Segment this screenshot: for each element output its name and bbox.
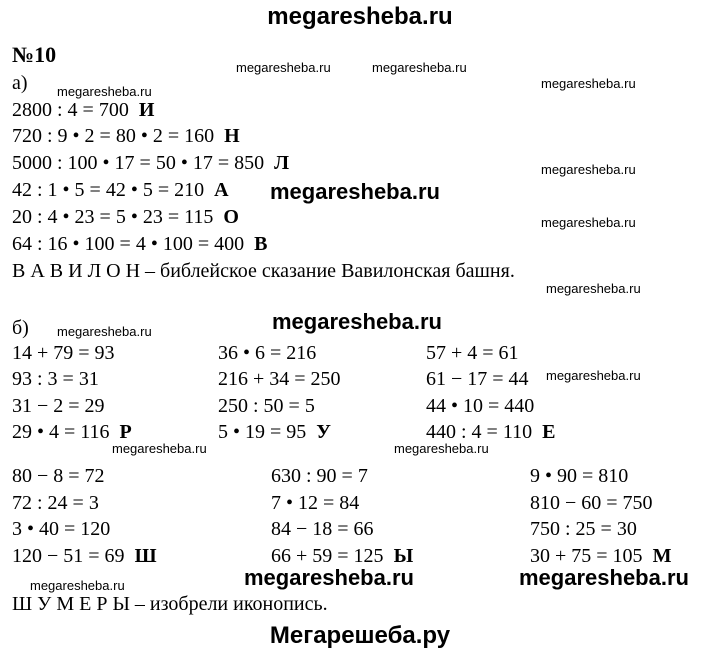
part-b-line: 250 : 50 = 5 [218,395,315,417]
answer-letter: Р [119,421,132,443]
part-b-line: 7 • 12 = 84 [271,492,360,514]
part-b-answer: Ш У М Е Р Ы – изобрели иконопись. [12,593,328,615]
answer-letter: М [652,545,672,567]
part-b-line: 66 + 59 = 125 Ы [271,545,414,567]
watermark-small: megaresheba.ru [112,441,207,456]
answer-letter: И [138,99,155,121]
watermark-small: megaresheba.ru [57,84,152,99]
part-b-line: 93 : 3 = 31 [12,368,99,390]
answer-letter: В [254,233,268,255]
part-a-answer: В А В И Л О Н – библейское сказание Вавилонская башня. [12,260,515,282]
part-a-line: 42 : 1 • 5 = 42 • 5 = 210 А [12,179,229,201]
part-b-line: 61 − 17 = 44 [426,368,529,390]
watermark-small: megaresheba.ru [541,215,636,230]
answer-letter: Е [542,421,556,443]
part-b-line: 30 + 75 = 105 М [530,545,672,567]
answer-letter: Ш [134,545,157,567]
watermark-large: megaresheba.ru [519,565,689,590]
footer-site-name: Мегарешеба.ру [269,622,451,649]
part-b-line: 216 + 34 = 250 [218,368,341,390]
part-b-line: 120 − 51 = 69 Ш [12,545,157,567]
task-number: №10 [12,42,57,67]
part-b-line: 9 • 90 = 810 [530,465,629,487]
part-b-line: 3 • 40 = 120 [12,518,111,540]
part-b-line: 810 − 60 = 750 [530,492,653,514]
part-a-line: 720 : 9 • 2 = 80 • 2 = 160 Н [12,125,240,147]
watermark-large: megaresheba.ru [272,309,442,334]
part-b-line: 29 • 4 = 116 Р [12,421,132,443]
answer-letter: Л [274,152,290,174]
watermark-large: megaresheba.ru [270,179,440,204]
part-b-line: 84 − 18 = 66 [271,518,374,540]
part-a-line: 64 : 16 • 100 = 4 • 100 = 400 В [12,233,268,255]
part-b-line: 440 : 4 = 110 Е [426,421,556,443]
part-b-line: 57 + 4 = 61 [426,342,519,364]
part-b-line: 36 • 6 = 216 [218,342,317,364]
part-b-label: б) [12,317,29,339]
watermark-small: megaresheba.ru [546,368,641,383]
watermark-small: megaresheba.ru [394,441,489,456]
watermark-small: megaresheba.ru [546,281,641,296]
answer-letter: А [214,179,229,201]
watermark-small: megaresheba.ru [30,578,125,593]
part-b-line: 5 • 19 = 95 У [218,421,331,443]
part-b-line: 750 : 25 = 30 [530,518,637,540]
watermark-small: megaresheba.ru [372,60,467,75]
header-watermark: megaresheba.ru [267,3,453,30]
part-b-line: 31 − 2 = 29 [12,395,105,417]
part-b-line: 14 + 79 = 93 [12,342,115,364]
part-b-line: 44 • 10 = 440 [426,395,535,417]
part-b-line: 72 : 24 = 3 [12,492,99,514]
watermark-large: megaresheba.ru [244,565,414,590]
answer-letter: Ы [393,545,414,567]
part-a-line: 2800 : 4 = 700 И [12,99,155,121]
part-b-line: 630 : 90 = 7 [271,465,368,487]
answer-letter: Н [224,125,240,147]
watermark-small: megaresheba.ru [541,76,636,91]
watermark-small: megaresheba.ru [57,324,152,339]
answer-letter: О [223,206,239,228]
part-a-label: а) [12,72,28,94]
part-b-line: 80 − 8 = 72 [12,465,105,487]
watermark-small: megaresheba.ru [541,162,636,177]
part-a-line: 5000 : 100 • 17 = 50 • 17 = 850 Л [12,152,290,174]
answer-letter: У [316,421,331,443]
part-a-line: 20 : 4 • 23 = 5 • 23 = 115 О [12,206,239,228]
watermark-small: megaresheba.ru [236,60,331,75]
